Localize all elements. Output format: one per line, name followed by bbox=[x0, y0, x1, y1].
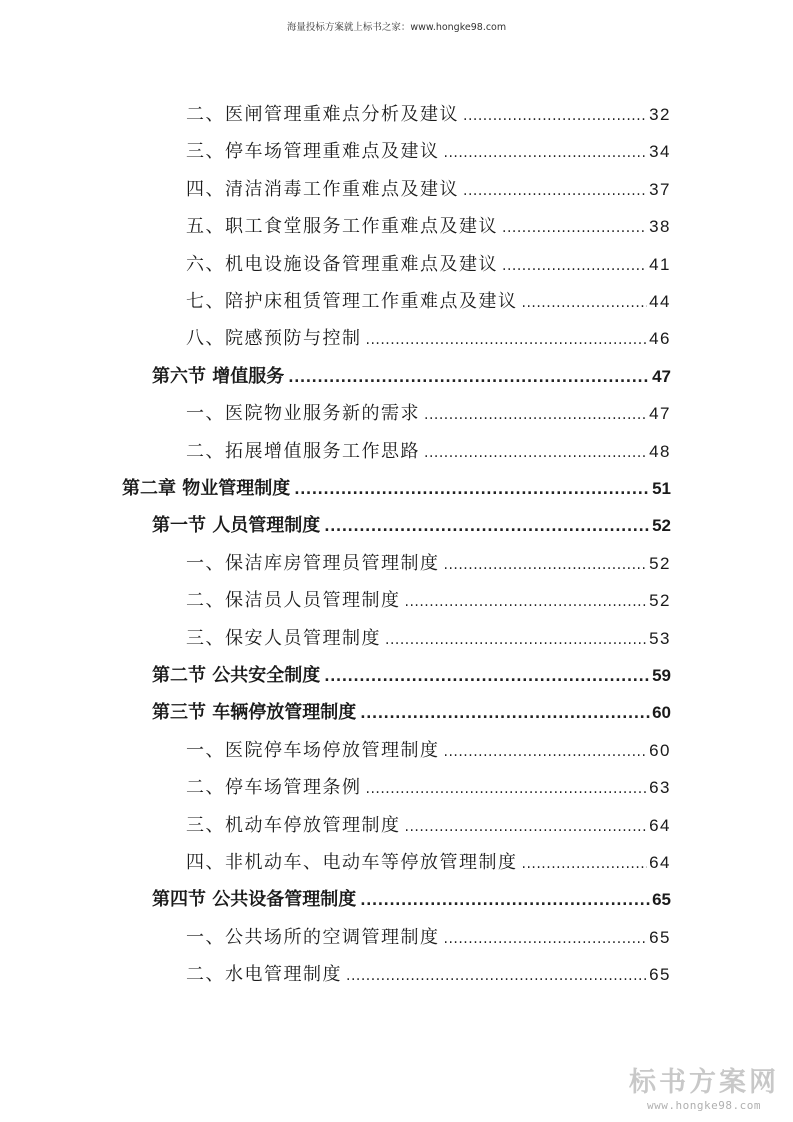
toc-entry-label: 二、拓展增值服务工作思路 bbox=[186, 441, 420, 462]
toc-entry-label: 六、机电设施设备管理重难点及建议 bbox=[186, 254, 498, 275]
toc-page-number: 47 bbox=[652, 367, 671, 386]
toc-entry[interactable] bbox=[152, 363, 671, 391]
toc-entry[interactable] bbox=[152, 886, 671, 914]
toc-leader-dots bbox=[366, 775, 648, 803]
toc-page-number: 48 bbox=[649, 442, 671, 461]
toc-entry-label: 四、非机动车、电动车等停放管理制度 bbox=[186, 852, 518, 873]
toc-page-number: 34 bbox=[649, 142, 671, 161]
toc-entry[interactable] bbox=[186, 101, 671, 129]
toc-leader-dots bbox=[444, 738, 648, 766]
toc-entry-label: 三、停车场管理重难点及建议 bbox=[186, 141, 440, 162]
toc-entry[interactable] bbox=[186, 288, 671, 316]
toc-entry-label: 一、医院停车场停放管理制度 bbox=[186, 740, 440, 761]
toc-entry-label: 五、职工食堂服务工作重难点及建议 bbox=[186, 216, 498, 237]
toc-entry[interactable] bbox=[186, 737, 671, 765]
toc-leader-dots bbox=[360, 887, 650, 915]
toc-entry-label: 二、医闸管理重难点分析及建议 bbox=[186, 104, 459, 125]
toc-page-number: 53 bbox=[649, 629, 671, 648]
toc-entry-label: 第六节 增值服务 bbox=[152, 366, 285, 387]
toc-page-number: 32 bbox=[649, 105, 671, 124]
toc-leader-dots bbox=[444, 551, 648, 579]
toc-entry[interactable] bbox=[122, 475, 671, 503]
toc-entry[interactable] bbox=[186, 587, 671, 615]
toc-page-number: 47 bbox=[649, 404, 671, 423]
toc-leader-dots bbox=[463, 177, 647, 205]
watermark-logo bbox=[629, 1067, 779, 1112]
toc-page-number: 52 bbox=[649, 591, 671, 610]
toc-entry[interactable] bbox=[186, 251, 671, 279]
toc-entry-label: 第二节 公共安全制度 bbox=[152, 665, 321, 686]
toc-entry[interactable] bbox=[186, 924, 671, 952]
toc-leader-dots bbox=[294, 476, 650, 504]
toc-entry[interactable] bbox=[186, 774, 671, 802]
toc-page-number: 63 bbox=[649, 778, 671, 797]
toc-entry[interactable] bbox=[152, 512, 671, 540]
toc-entry-label: 三、保安人员管理制度 bbox=[186, 628, 381, 649]
toc-entry[interactable] bbox=[186, 400, 671, 428]
toc-page-number: 64 bbox=[649, 853, 671, 872]
toc-entry[interactable] bbox=[186, 325, 671, 353]
toc-page-number: 51 bbox=[652, 479, 671, 498]
toc-entry[interactable] bbox=[186, 138, 671, 166]
logo-url: www.hongke98.com bbox=[647, 1099, 761, 1112]
toc-entry-label: 一、医院物业服务新的需求 bbox=[186, 403, 420, 424]
toc-leader-dots bbox=[405, 813, 648, 841]
toc-entry[interactable] bbox=[186, 812, 671, 840]
toc-leader-dots bbox=[360, 700, 650, 728]
toc-entry-label: 第二章 物业管理制度 bbox=[122, 478, 291, 499]
toc-entry-label: 二、停车场管理条例 bbox=[186, 777, 362, 798]
toc-page-number: 59 bbox=[652, 666, 671, 685]
toc-page-number: 37 bbox=[649, 180, 671, 199]
toc-page-number: 52 bbox=[652, 516, 671, 535]
toc-entry[interactable] bbox=[186, 176, 671, 204]
toc-entry-label: 二、保洁员人员管理制度 bbox=[186, 590, 401, 611]
toc-leader-dots bbox=[463, 102, 647, 130]
toc-leader-dots bbox=[502, 252, 647, 280]
toc-entry-label: 第一节 人员管理制度 bbox=[152, 515, 321, 536]
toc-entry-label: 第三节 车辆停放管理制度 bbox=[152, 702, 357, 723]
toc-page-number: 41 bbox=[649, 255, 671, 274]
toc-leader-dots bbox=[405, 588, 648, 616]
logo-title: 标书方案网 bbox=[629, 1067, 779, 1098]
toc-leader-dots bbox=[444, 925, 648, 953]
toc-leader-dots bbox=[522, 850, 648, 878]
toc-page-number: 60 bbox=[652, 703, 671, 722]
toc-entry-label: 三、机动车停放管理制度 bbox=[186, 815, 401, 836]
toc-page-number: 52 bbox=[649, 554, 671, 573]
toc-entry-label: 四、清洁消毒工作重难点及建议 bbox=[186, 179, 459, 200]
toc-entry-label: 第四节 公共设备管理制度 bbox=[152, 889, 357, 910]
toc-entry[interactable] bbox=[186, 213, 671, 241]
toc-leader-dots bbox=[288, 364, 650, 392]
toc-leader-dots bbox=[444, 139, 648, 167]
toc-entry[interactable] bbox=[186, 550, 671, 578]
toc-page-number: 65 bbox=[649, 965, 671, 984]
toc-entry-label: 一、公共场所的空调管理制度 bbox=[186, 927, 440, 948]
toc-entry[interactable] bbox=[186, 438, 671, 466]
toc-page-number: 64 bbox=[649, 816, 671, 835]
toc-leader-dots bbox=[424, 401, 647, 429]
toc-entry-label: 一、保洁库房管理员管理制度 bbox=[186, 553, 440, 574]
toc-leader-dots bbox=[522, 289, 648, 317]
toc-entry-label: 二、水电管理制度 bbox=[186, 964, 342, 985]
toc-entry[interactable] bbox=[152, 699, 671, 727]
toc-entry[interactable] bbox=[186, 849, 671, 877]
toc-leader-dots bbox=[366, 326, 648, 354]
toc-leader-dots bbox=[424, 439, 647, 467]
toc-page-number: 60 bbox=[649, 741, 671, 760]
toc-entry-label: 八、院感预防与控制 bbox=[186, 328, 362, 349]
toc-leader-dots bbox=[324, 663, 650, 691]
toc-leader-dots bbox=[385, 626, 647, 654]
toc-page-number: 44 bbox=[649, 292, 671, 311]
toc-leader-dots bbox=[346, 962, 647, 990]
toc-page-number: 65 bbox=[649, 928, 671, 947]
toc-page-number: 46 bbox=[649, 329, 671, 348]
page-header: 海量投标方案就上标书之家：www.hongke98.com bbox=[286, 22, 507, 33]
toc-entry[interactable] bbox=[186, 961, 671, 989]
toc-entry[interactable] bbox=[186, 625, 671, 653]
toc-leader-dots bbox=[324, 513, 650, 541]
toc-page-number: 65 bbox=[652, 890, 671, 909]
toc-entry-label: 七、陪护床租赁管理工作重难点及建议 bbox=[186, 291, 518, 312]
toc-page-number: 38 bbox=[649, 217, 671, 236]
toc-leader-dots bbox=[502, 214, 647, 242]
toc-entry[interactable] bbox=[152, 662, 671, 690]
